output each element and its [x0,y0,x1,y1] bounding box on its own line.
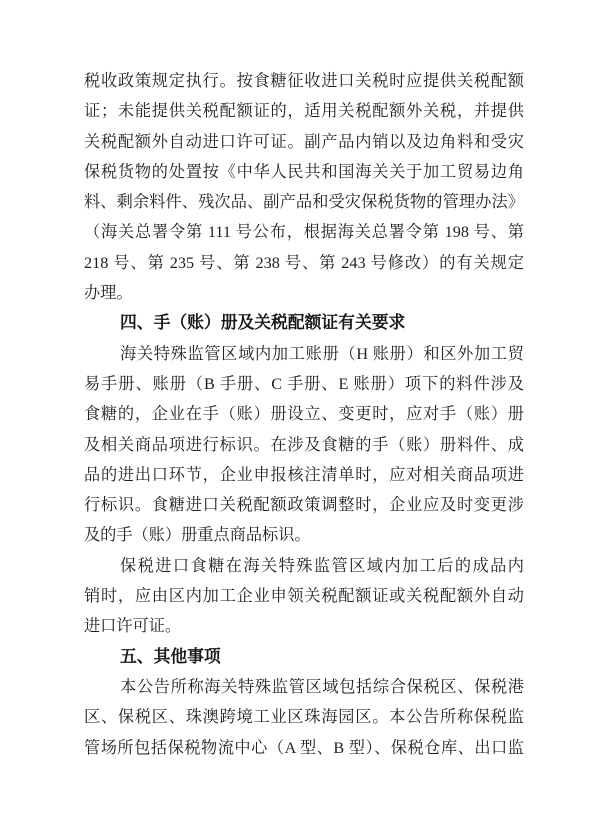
body-line: 关税配额外自动进口许可证。副产品内销以及边角料和受灾 [84,132,524,151]
body-line: 218 号、第 235 号、第 238 号、第 243 号修改）的有关规定 [84,253,524,272]
body-line: 证；未能提供关税配额证的，适用关税配额外关税，并提供 [84,102,524,121]
body-line: 管场所包括保税物流中心（A 型、B 型）、保税仓库、出口监 [84,738,524,757]
paragraph-first-line: 海关特殊监管区域内加工账册（H 账册）和区外加工贸 [120,344,524,363]
body-line: 食糖的，企业在手（账）册设立、变更时，应对手（账）册 [84,405,524,424]
body-line: 及相关商品项进行标识。在涉及食糖的手（账）册料件、成 [84,435,524,454]
paragraph-end-line: 办理。 [84,284,133,303]
paragraph-end-line: 进口许可证。 [84,617,182,636]
body-line: 税收政策规定执行。按食糖征收进口关税时应提供关税配额 [84,72,524,90]
paragraph-first-line: 保税进口食糖在海关特殊监管区域内加工后的成品内 [120,556,524,575]
body-line: 行标识。食糖进口关税配额政策调整时，企业应及时变更涉 [84,496,524,515]
body-line: 易手册、账册（B 手册、C 手册、E 账册）项下的料件涉及 [84,374,524,393]
body-line: 销时，应由区内加工企业申领关税配额证或关税配额外自动 [84,587,524,606]
body-line: （海关总署令第 111 号公布，根据海关总署令第 198 号、第 [84,223,524,242]
body-line: 区、保税区、珠澳跨境工业区珠海园区。本公告所称保税监 [84,708,524,727]
text-block [84,66,524,763]
paragraph-first-line: 本公告所称海关特殊监管区域包括综合保税区、保税港 [120,677,524,696]
paragraph-end-line: 及的手（账）册重点商品标识。 [84,526,311,545]
heading-section-4: 四、手（账）册及关税配额证有关要求 [120,313,406,333]
body-line: 品的进出口环节，企业申报核注清单时，应对相关商品项进 [84,465,524,484]
heading-section-5: 五、其他事项 [120,646,221,666]
body-line: 料、剩余料件、残次品、副产品和受灾保税货物的管理办法》 [84,193,524,212]
body-line: 保税货物的处置按《中华人民共和国海关关于加工贸易边角 [84,162,524,181]
